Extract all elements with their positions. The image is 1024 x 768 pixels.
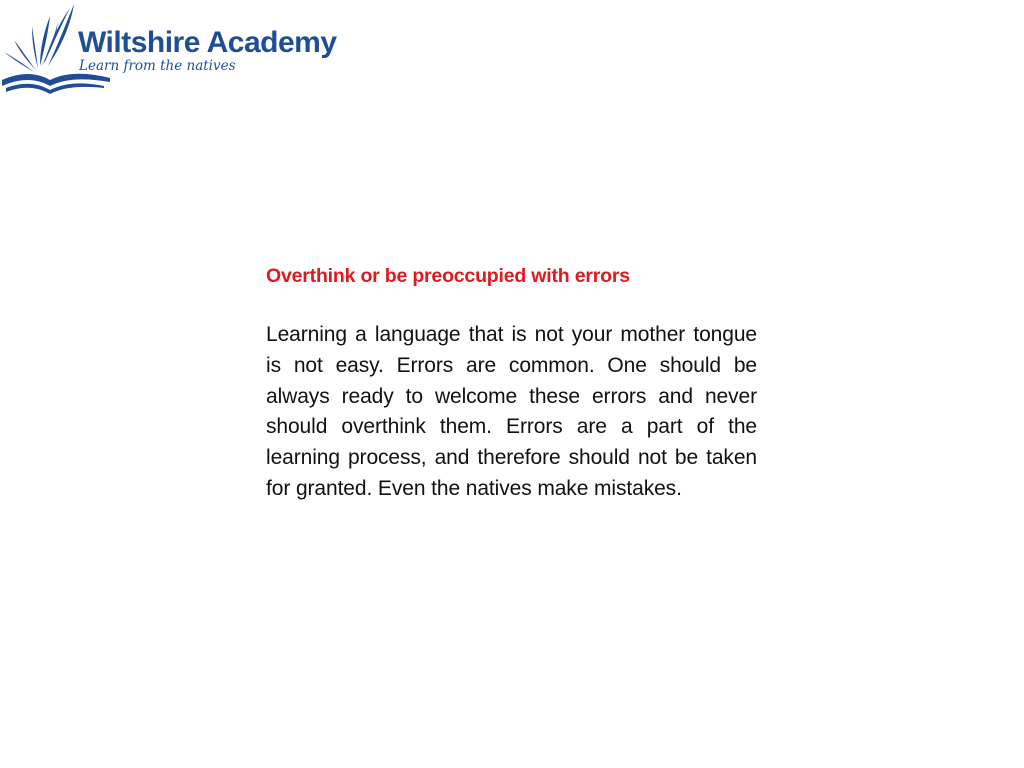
text-block: [266, 262, 757, 505]
body-paragraph: Learning a language that is not your mother tongue is not easy. Errors are common. One should be always ready to welcome these errors and never should overthink them. Errors are a part of the learning process, and therefore should not be taken for granted. Even the natives make mistakes.: [266, 323, 757, 500]
brand-logo: [0, 0, 360, 100]
section-heading: Overthink or be preoccupied with errors: [266, 265, 630, 287]
brand-tagline: Learn from the natives: [79, 58, 236, 74]
brand-name: Wiltshire Academy: [78, 26, 337, 59]
